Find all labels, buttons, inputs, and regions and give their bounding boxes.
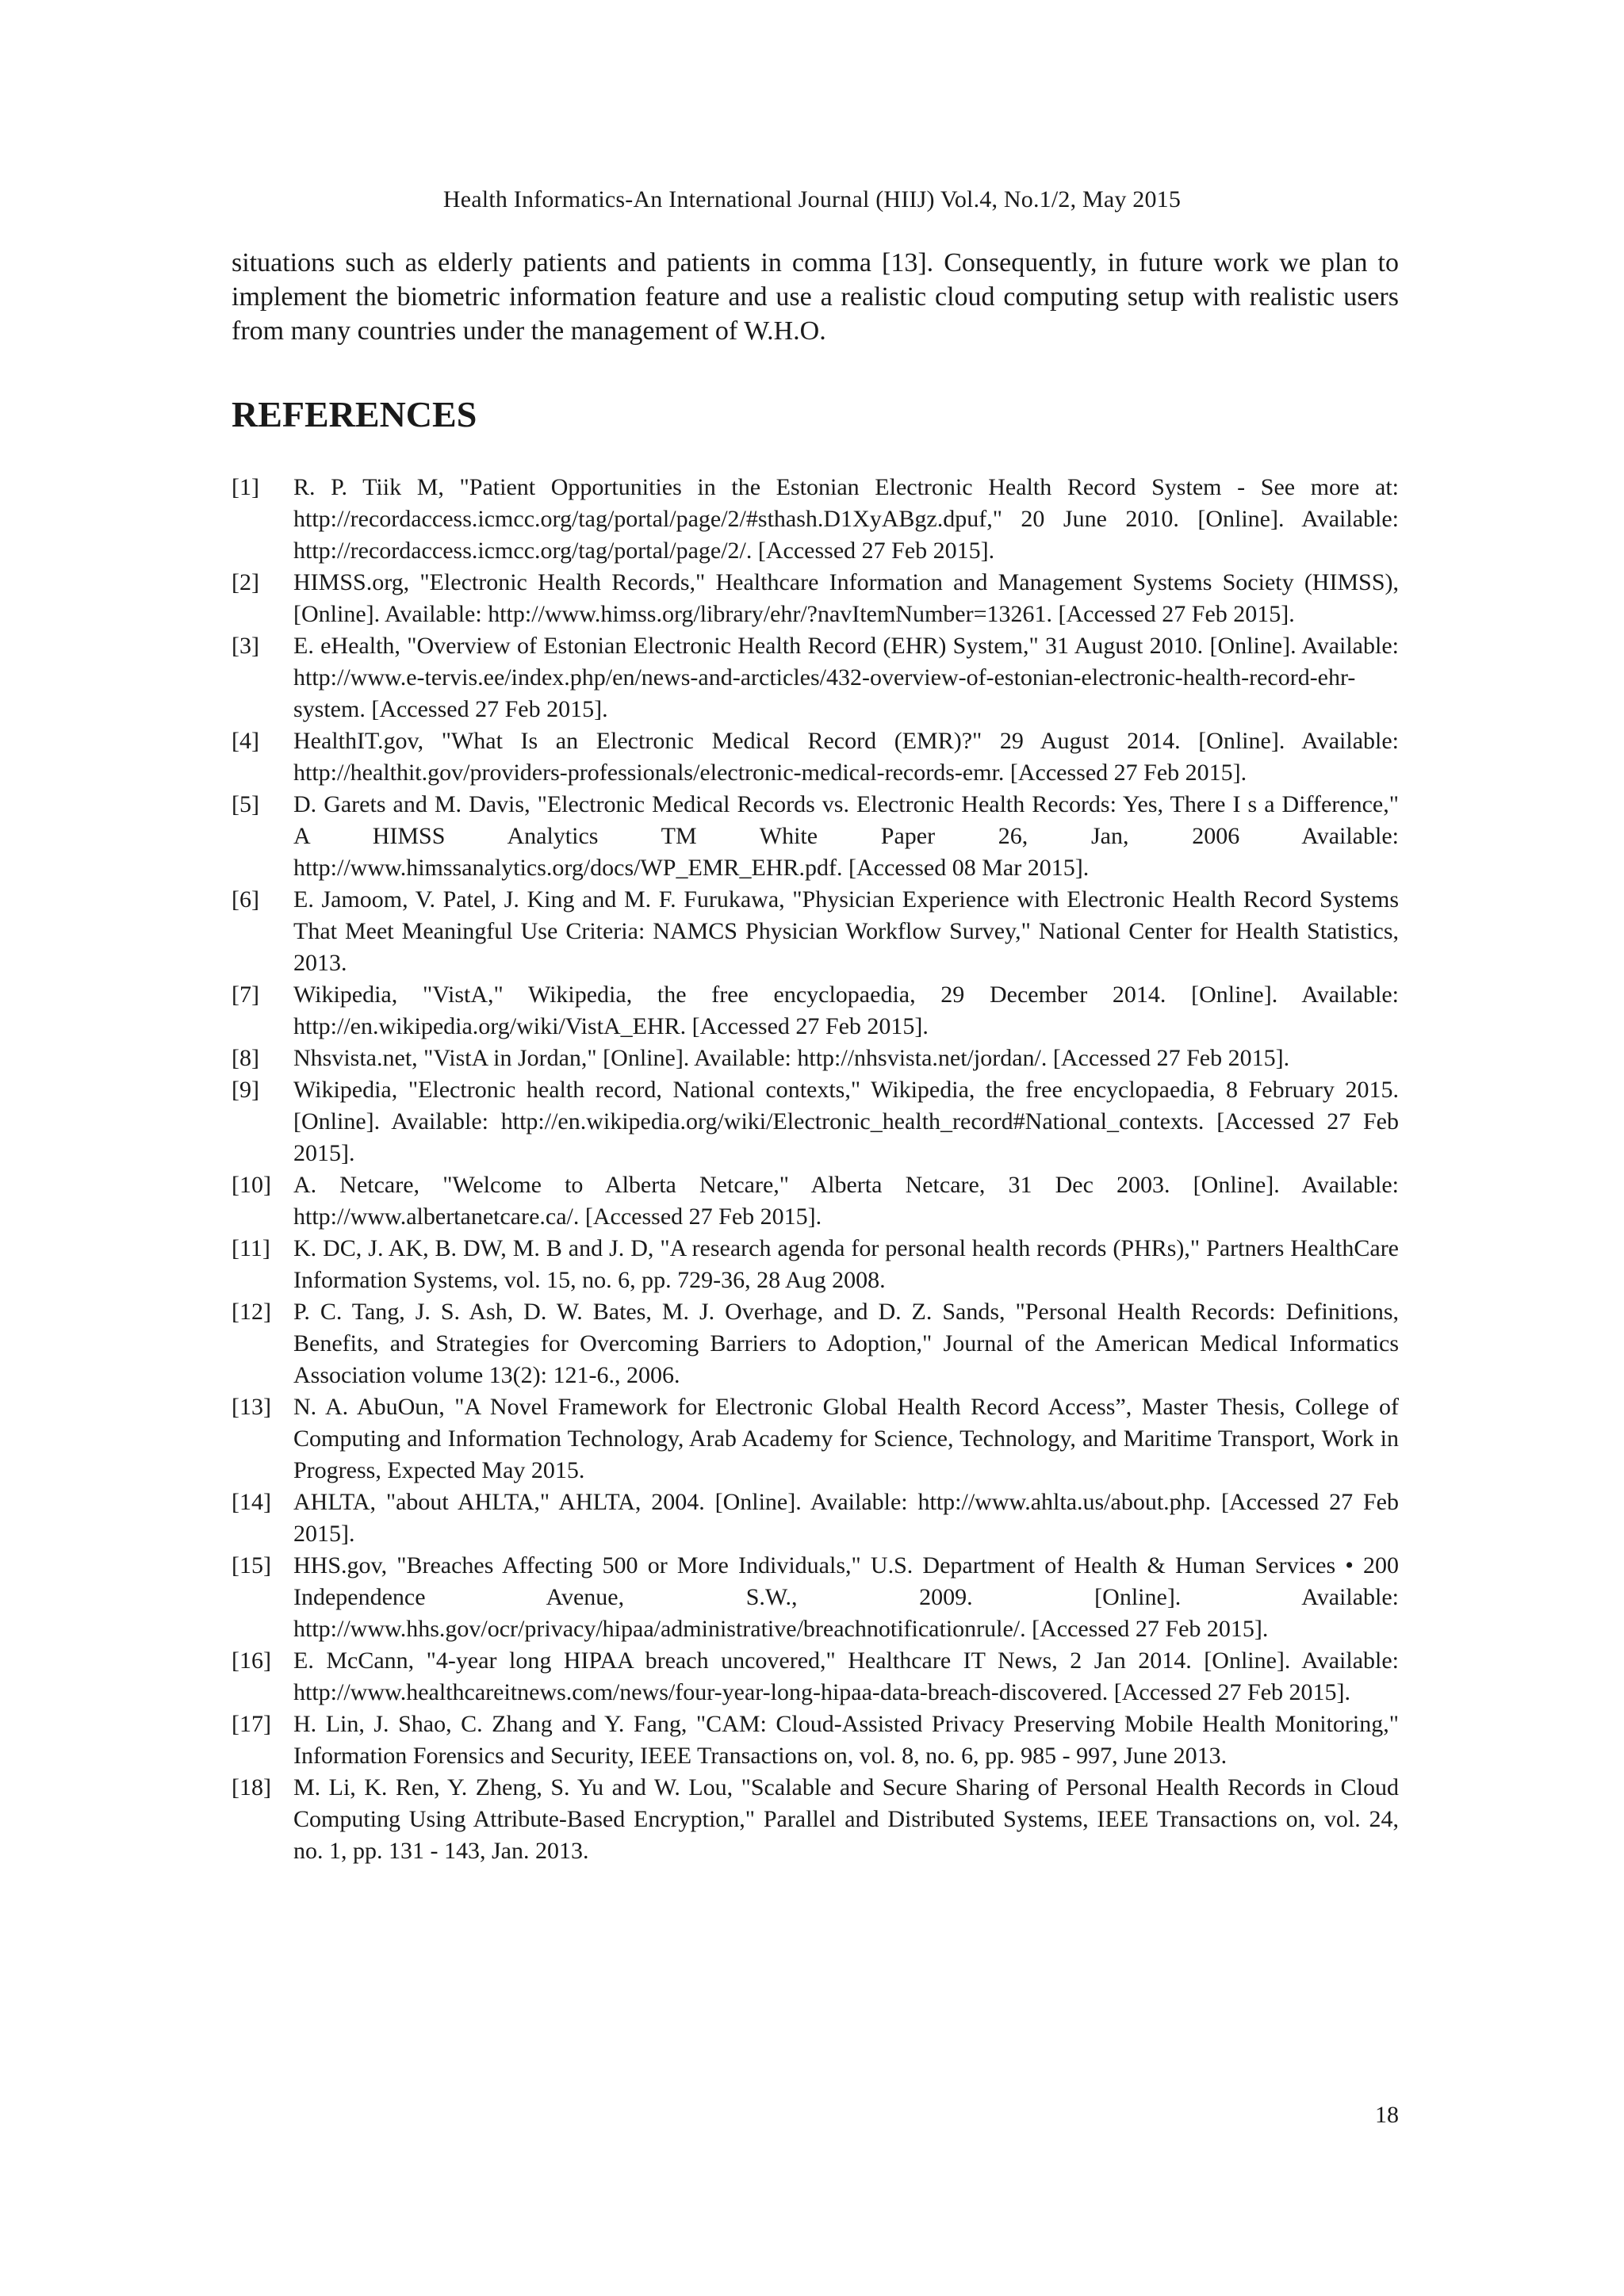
intro-paragraph: situations such as elderly patients and patients in comma [13]. Consequently, in future work we plan to implement the biometric information feature and use a realistic cloud computing setup with realistic users from many countries under the management of W.H.O.	[232, 248, 1399, 346]
reference-number: [3]	[232, 633, 259, 659]
reference-item	[232, 1074, 1399, 1169]
reference-text: HHS.gov, "Breaches Affecting 500 or More Individuals," U.S. Department of Health & Human Services • 200 Independence Avenue, S.W., 2009. [Online]. Available: http://www.hhs.gov/ocr/privacy/hipaa/administrative/breachnotificationrule/. [Accessed 27 Feb 2015].	[293, 1552, 1399, 1642]
page-number: 18	[1375, 2102, 1399, 2128]
reference-item	[232, 1550, 1399, 1645]
reference-item	[232, 1645, 1399, 1709]
reference-text: Nhsvista.net, "VistA in Jordan," [Online]. Available: http://nhsvista.net/jordan/. [Accessed 27 Feb 2015].	[293, 1045, 1290, 1071]
reference-number: [14]	[232, 1489, 271, 1515]
reference-item	[232, 1296, 1399, 1391]
reference-text: K. DC, J. AK, B. DW, M. B and J. D, "A research agenda for personal health records (PHRs)," Partners HealthCare Information Systems, vol. 15, no. 6, pp. 729-36, 28 Aug 2008.	[293, 1235, 1399, 1293]
reference-item	[232, 1772, 1399, 1867]
reference-item	[232, 472, 1399, 567]
reference-item	[232, 1709, 1399, 1772]
reference-number: [10]	[232, 1172, 271, 1198]
reference-item	[232, 979, 1399, 1043]
reference-number: [4]	[232, 728, 259, 754]
page-content	[232, 246, 1399, 1867]
reference-number: [12]	[232, 1299, 271, 1325]
reference-number: [6]	[232, 886, 259, 913]
reference-text: M. Li, K. Ren, Y. Zheng, S. Yu and W. Lou, "Scalable and Secure Sharing of Personal Health Records in Cloud Computing Using Attribute-Based Encryption," Parallel and Distributed Systems, IEEE Transactions on, vol. 24, no. 1, pp. 131 - 143, Jan. 2013.	[293, 1774, 1399, 1864]
reference-item	[232, 630, 1399, 725]
reference-number: [8]	[232, 1045, 259, 1071]
reference-item	[232, 1043, 1399, 1074]
reference-item	[232, 1391, 1399, 1487]
running-header: Health Informatics-An International Journal (HIIJ) Vol.4, No.1/2, May 2015	[442, 186, 1182, 212]
reference-number: [2]	[232, 569, 259, 595]
reference-text: D. Garets and M. Davis, "Electronic Medical Records vs. Electronic Health Records: Yes, There I s a Difference," A HIMSS Analytics TM White Paper 26, Jan, 2006 Available: http://www.himssanalytics.org/docs/WP_EMR_EHR.pdf. [Accessed 08 Mar 2015].	[293, 791, 1399, 881]
references-heading: REFERENCES	[232, 394, 477, 434]
reference-number: [18]	[232, 1774, 271, 1800]
reference-text: E. eHealth, "Overview of Estonian Electronic Health Record (EHR) System," 31 August 2010. [Online]. Available: http://www.e-tervis.ee/index.php/en/news-and-arcticles/432-overview-of-estonian-electronic-health-record-ehr-system. [Accessed 27 Feb 2015].	[293, 633, 1399, 722]
reference-text: E. McCann, "4-year long HIPAA breach uncovered," Healthcare IT News, 2 Jan 2014. [Online]. Available: http://www.healthcareitnews.com/news/four-year-long-hipaa-data-breach-discovered. [Accessed 27 Feb 2015].	[293, 1647, 1399, 1705]
reference-item	[232, 725, 1399, 789]
reference-text: R. P. Tiik M, "Patient Opportunities in the Estonian Electronic Health Record System - See more at: http://recordaccess.icmcc.org/tag/portal/page/2/#sthash.D1XyABgz.dpuf," 20 June 2010. [Online]. Available: http://recordaccess.icmcc.org/tag/portal/page/2/. [Accessed 27 Feb 2015].	[293, 474, 1399, 564]
reference-text: N. A. AbuOun, "A Novel Framework for Electronic Global Health Record Access”, Master Thesis, College of Computing and Information Technology, Arab Academy for Science, Technology, and Maritime Transport, Work in Progress, Expected May 2015.	[293, 1394, 1399, 1483]
reference-text: HIMSS.org, "Electronic Health Records," Healthcare Information and Management Systems Society (HIMSS), [Online]. Available: http://www.himss.org/library/ehr/?navItemNumber=13261. [Accessed 27 Feb 2015].	[293, 569, 1399, 627]
reference-text: E. Jamoom, V. Patel, J. King and M. F. Furukawa, "Physician Experience with Electronic Health Record Systems That Meet Meaningful Use Criteria: NAMCS Physician Workflow Survey," National Center for Health Statistics, 2013.	[293, 886, 1399, 976]
reference-text: Wikipedia, "Electronic health record, National contexts," Wikipedia, the free encyclopaedia, 8 February 2015. [Online]. Available: http://en.wikipedia.org/wiki/Electronic_health_record#National_contexts. [Accessed 27 Feb 2015].	[293, 1077, 1399, 1166]
reference-item	[232, 1233, 1399, 1296]
reference-number: [9]	[232, 1077, 259, 1103]
reference-text: Wikipedia, "VistA," Wikipedia, the free encyclopaedia, 29 December 2014. [Online]. Available: http://en.wikipedia.org/wiki/VistA_EHR. [Accessed 27 Feb 2015].	[293, 982, 1399, 1039]
references-list	[232, 472, 1399, 1867]
reference-number: [7]	[232, 982, 259, 1008]
reference-item	[232, 1487, 1399, 1550]
reference-text: HealthIT.gov, "What Is an Electronic Medical Record (EMR)?" 29 August 2014. [Online]. Available: http://healthit.gov/providers-professionals/electronic-medical-records-emr. [Accessed 27 Feb 2015].	[293, 728, 1399, 786]
reference-item	[232, 789, 1399, 884]
reference-item	[232, 567, 1399, 630]
reference-item	[232, 1169, 1399, 1233]
reference-number: [5]	[232, 791, 259, 817]
reference-text: A. Netcare, "Welcome to Alberta Netcare," Alberta Netcare, 31 Dec 2003. [Online]. Available: http://www.albertanetcare.ca/. [Accessed 27 Feb 2015].	[293, 1172, 1399, 1230]
reference-item	[232, 884, 1399, 979]
reference-number: [16]	[232, 1647, 271, 1674]
reference-number: [17]	[232, 1711, 271, 1737]
reference-number: [15]	[232, 1552, 271, 1578]
reference-number: [13]	[232, 1394, 271, 1420]
reference-text: AHLTA, "about AHLTA," AHLTA, 2004. [Online]. Available: http://www.ahlta.us/about.php. [Accessed 27 Feb 2015].	[293, 1489, 1399, 1547]
reference-number: [11]	[232, 1235, 270, 1261]
reference-number: [1]	[232, 474, 259, 500]
reference-text: H. Lin, J. Shao, C. Zhang and Y. Fang, "CAM: Cloud-Assisted Privacy Preserving Mobile Health Monitoring," Information Forensics and Security, IEEE Transactions on, vol. 8, no. 6, pp. 985 - 997, June 2013.	[293, 1711, 1399, 1769]
reference-text: P. C. Tang, J. S. Ash, D. W. Bates, M. J. Overhage, and D. Z. Sands, "Personal Health Records: Definitions, Benefits, and Strategies for Overcoming Barriers to Adoption," Journal of the American Medical Informatics Association volume 13(2): 121-6., 2006.	[293, 1299, 1399, 1388]
